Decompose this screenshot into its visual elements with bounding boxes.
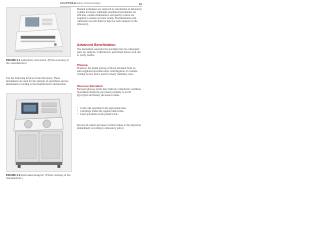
page-number: 91 [138,2,142,6]
figure-1-label: FIGURE 4-1 [6,59,21,62]
intro-text: Use the following devices in the laboratory. These instruments are used for the analysis of specimens and are maintained according to the manufacturer's instructions. [6,77,69,87]
figure-2-caption [6,174,72,180]
intro-paragraph [6,77,72,86]
closing-paragraph [77,124,142,130]
figure-1-caption-text: Laboratory instrument. (Photo courtesy of the manufacturer.) [6,59,69,66]
chapter-label: CHAPTER 4 [60,2,76,5]
figure-2-caption-text: Automated analyzer. (Photo courtesy of the manufacturer.) [6,174,71,181]
running-header [60,1,142,6]
analyzer-photo [7,94,71,171]
instrument-photo-1 [7,8,70,56]
section-paragraph [77,48,142,57]
glucose-text: Elevated glucose levels may indicate a metabolic condition. Specimens should be processed promptly to avoid glycolysis and falsely decreased values. [77,88,142,98]
list-item: • Label specimens at the patient's side. [77,113,142,116]
chapter-title: Laboratory Instrumentation [72,2,101,5]
section-text: The instrument separates the specimen into its component parts for analysis. Calibration is performed before each run to verify results. [77,48,141,58]
figure-1-caption [6,59,72,65]
column-2-top-text: Manual techniques are replaced by automation as laboratory volume increases. Although automated instruments are efficient, routine maintenance and quality control are required to ensure accurate results. Documentation and calibration records must be kept for each analyzer in the laboratory. [77,8,142,27]
figure-2-label: FIGURE 4-2 [6,174,21,177]
glucose-paragraph [77,88,142,97]
plasma-paragraph [77,67,142,76]
list-item: • Centrifuge within the required time frame. [77,110,142,113]
figure-2-photo [6,93,72,172]
document-page [0,0,149,198]
list-item: • Collect the specimen in the appropriate tube. [77,107,142,110]
bullet-list [77,107,142,116]
plasma-text: Plasma is the liquid portion of blood obtained from an anticoagulated specimen after centrifugation. It contains clotting factors and is used for many chemistry tests. [77,67,138,77]
section-heading: Advanced Beneficiation [77,43,116,47]
closing-text: Record all results and report critical values to the physician immediately according to laboratory policy. [77,124,141,131]
subheading-glucose: Glucose Elevation [77,84,104,88]
figure-1-photo [6,7,71,57]
column-2-top-paragraph [77,8,142,26]
subheading-plasma: Plasma [77,63,88,67]
